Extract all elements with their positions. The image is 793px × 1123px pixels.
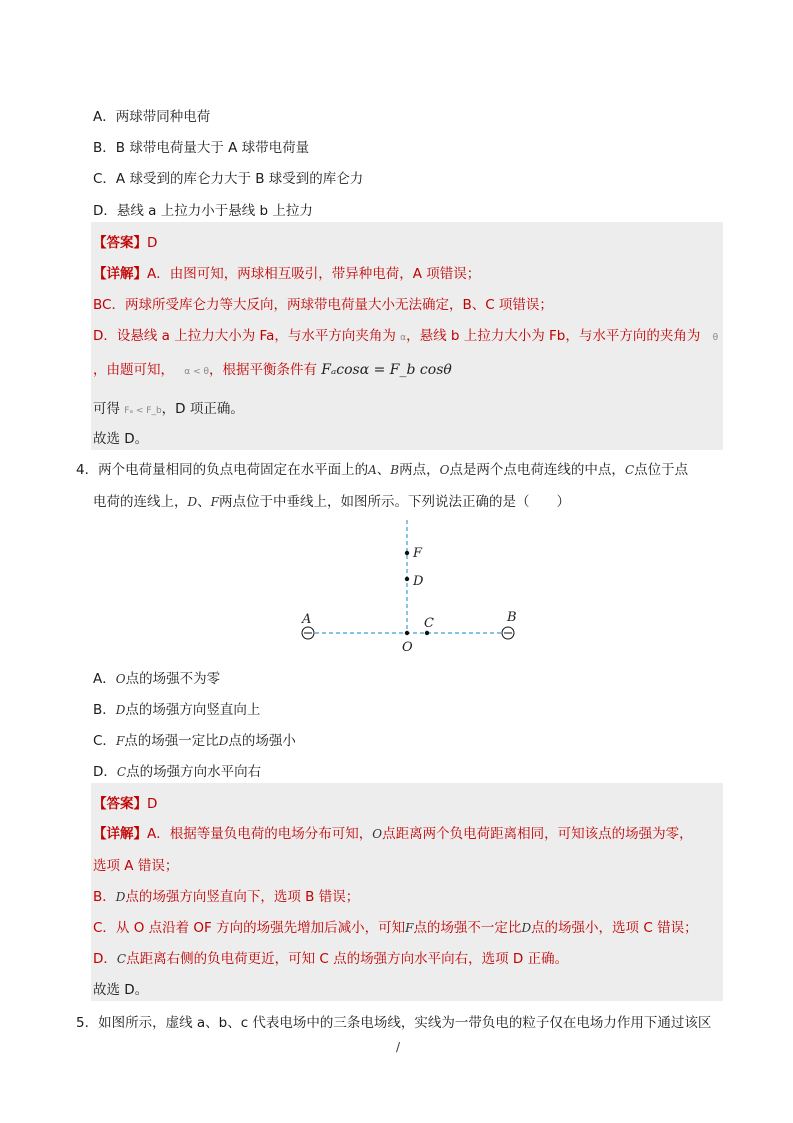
detail-text: 可得: [93, 401, 120, 417]
q3-option-b: B．B 球带电荷量大于 A 球带电荷量: [93, 140, 310, 156]
q3-detail-line-1: [93, 262, 480, 282]
q4-detail-line-4: [93, 916, 698, 936]
detail-label: 【详解】: [93, 266, 147, 282]
detail-text: 点的场强方向竖直向下，选项 B 错误；: [125, 889, 360, 905]
option-text: 点的场强一定比: [124, 733, 219, 749]
point-c-symbol: C: [624, 463, 635, 477]
stem-text: 点是两个点电荷连线的中点，: [449, 462, 625, 478]
point-b-symbol: B: [390, 463, 400, 477]
detail-text: 点距离右侧的负电荷更近，可知 C 点的场强方向水平向右，选项 D 正确。: [126, 951, 569, 967]
point-f-dot: [405, 551, 409, 555]
option-prefix: A．: [93, 671, 116, 687]
label-f: F: [413, 546, 423, 561]
label-o: O: [402, 640, 413, 655]
detail-text: ，根据平衡条件有: [209, 362, 317, 378]
q3-detail-line-2: BC．两球所受库仑力等大反向，两球带电荷量大小无法确定，B、C 项错误；: [93, 297, 553, 313]
option-prefix: B．: [93, 702, 116, 718]
detail-text: B．: [93, 889, 116, 905]
stem-text: 电荷的连线上，: [93, 494, 188, 510]
detail-text: D．: [93, 951, 117, 967]
q4-conclusion: 故选 D。: [93, 982, 149, 998]
point-o-dot: [405, 631, 409, 635]
detail-label: 【详解】: [93, 826, 147, 842]
q4-detail-line-5: [93, 947, 568, 967]
point-d-dot: [405, 577, 409, 581]
label-c: C: [424, 616, 434, 631]
stem-text: 、: [376, 462, 391, 478]
option-text: 点的场强小: [228, 733, 296, 749]
label-d: D: [413, 574, 424, 589]
detail-text: ，D 项正确。: [161, 401, 244, 417]
q4-detail-line-1: [93, 822, 693, 842]
equilibrium-equation: Fₐcosα = F_b cosθ: [321, 362, 452, 378]
answer-value: D: [147, 796, 158, 812]
detail-text: A．根据等量负电荷的电场分布可知，: [147, 826, 373, 842]
detail-text: ，由题可知，: [93, 362, 174, 378]
q4-option-a: [93, 667, 220, 687]
detail-symbol: D: [521, 921, 532, 935]
option-symbol: O: [115, 672, 126, 686]
stem-text: 4．两个电荷量相同的负点电荷固定在水平面上的: [76, 462, 369, 478]
option-symbol: D: [218, 734, 229, 748]
option-prefix: D．: [93, 764, 117, 780]
q3-answer: [93, 231, 157, 251]
detail-symbol: O: [372, 827, 383, 841]
option-text: 点的场强方向竖直向上: [125, 702, 261, 718]
q4-option-b: [93, 698, 260, 718]
page-number: /: [396, 1040, 401, 1054]
q3-option-c: C．A 球受到的库仑力大于 B 球受到的库仑力: [93, 171, 364, 187]
detail-text: D．设悬线 a 上拉力大小为 Fa，与水平方向夹角为: [93, 328, 396, 344]
q4-option-c: [93, 729, 296, 749]
detail-text: ，悬线 b 上拉力大小为 Fb，与水平方向的夹角为: [406, 328, 701, 344]
detail-text: 点的场强小，选项 C 错误；: [531, 920, 698, 936]
theta-symbol: θ: [712, 333, 719, 343]
stem-text: 、: [197, 494, 211, 510]
detail-text: 点的场强不一定比: [413, 920, 522, 936]
q3-detail-line-4: [93, 358, 452, 378]
detail-symbol: F: [405, 921, 414, 935]
option-symbol: F: [115, 734, 125, 748]
label-a: A: [302, 612, 312, 627]
inequality: α < θ: [184, 367, 209, 377]
option-prefix: C．: [93, 733, 116, 749]
q4-answer: [93, 792, 157, 812]
answer-label: 【答案】: [93, 796, 147, 812]
q3-detail-line-3: [93, 324, 718, 344]
detail-symbol: C: [116, 952, 127, 966]
option-text: 点的场强不为零: [125, 671, 221, 687]
stem-text: 点位于点: [634, 462, 689, 478]
option-symbol: C: [116, 765, 127, 779]
q3-option-a: A．两球带同种电荷: [93, 109, 211, 125]
q4-detail-line-3: [93, 885, 359, 905]
point-f-symbol: F: [210, 495, 219, 509]
answer-value: D: [147, 235, 158, 251]
label-b: B: [507, 610, 517, 625]
q4-stem-line-2: [93, 490, 570, 510]
stem-text: 两点，: [399, 462, 440, 478]
charge-field-figure: [290, 515, 530, 655]
detail-text: C．从 O 点沿着 OF 方向的场强先增加后减小，可知: [93, 920, 406, 936]
alpha-symbol: α: [400, 333, 407, 343]
result-inequality: Fₐ < F_b: [124, 406, 162, 416]
point-a-symbol: A: [368, 463, 377, 477]
option-text: 点的场强方向水平向右: [126, 764, 262, 780]
detail-symbol: D: [115, 890, 126, 904]
q3-detail-line-5: [93, 397, 244, 417]
q4-stem-line-1: [76, 458, 688, 478]
q4-detail-line-2: 选项 A 错误；: [93, 858, 179, 874]
detail-text: 点距离两个负电荷距离相同，可知该点的场强为零，: [382, 826, 693, 842]
q4-option-d: [93, 760, 261, 780]
stem-text: 两点位于中垂线上，如图所示。下列说法正确的是（ ）: [218, 494, 570, 510]
point-d-symbol: D: [187, 495, 198, 509]
point-c-dot: [425, 631, 429, 635]
option-symbol: D: [115, 703, 126, 717]
q3-conclusion: 故选 D。: [93, 431, 149, 447]
detail-text: A．由图可知，两球相互吸引，带异种电荷，A 项错误；: [147, 266, 481, 282]
answer-label: 【答案】: [93, 235, 147, 251]
q3-option-d: D．悬线 a 上拉力小于悬线 b 上拉力: [93, 203, 313, 219]
q5-stem: 5．如图所示，虚线 a、b、c 代表电场中的三条电场线，实线为一带负电的粒子仅在电场力作用下通过该区: [76, 1015, 712, 1031]
point-o-symbol: O: [439, 463, 450, 477]
